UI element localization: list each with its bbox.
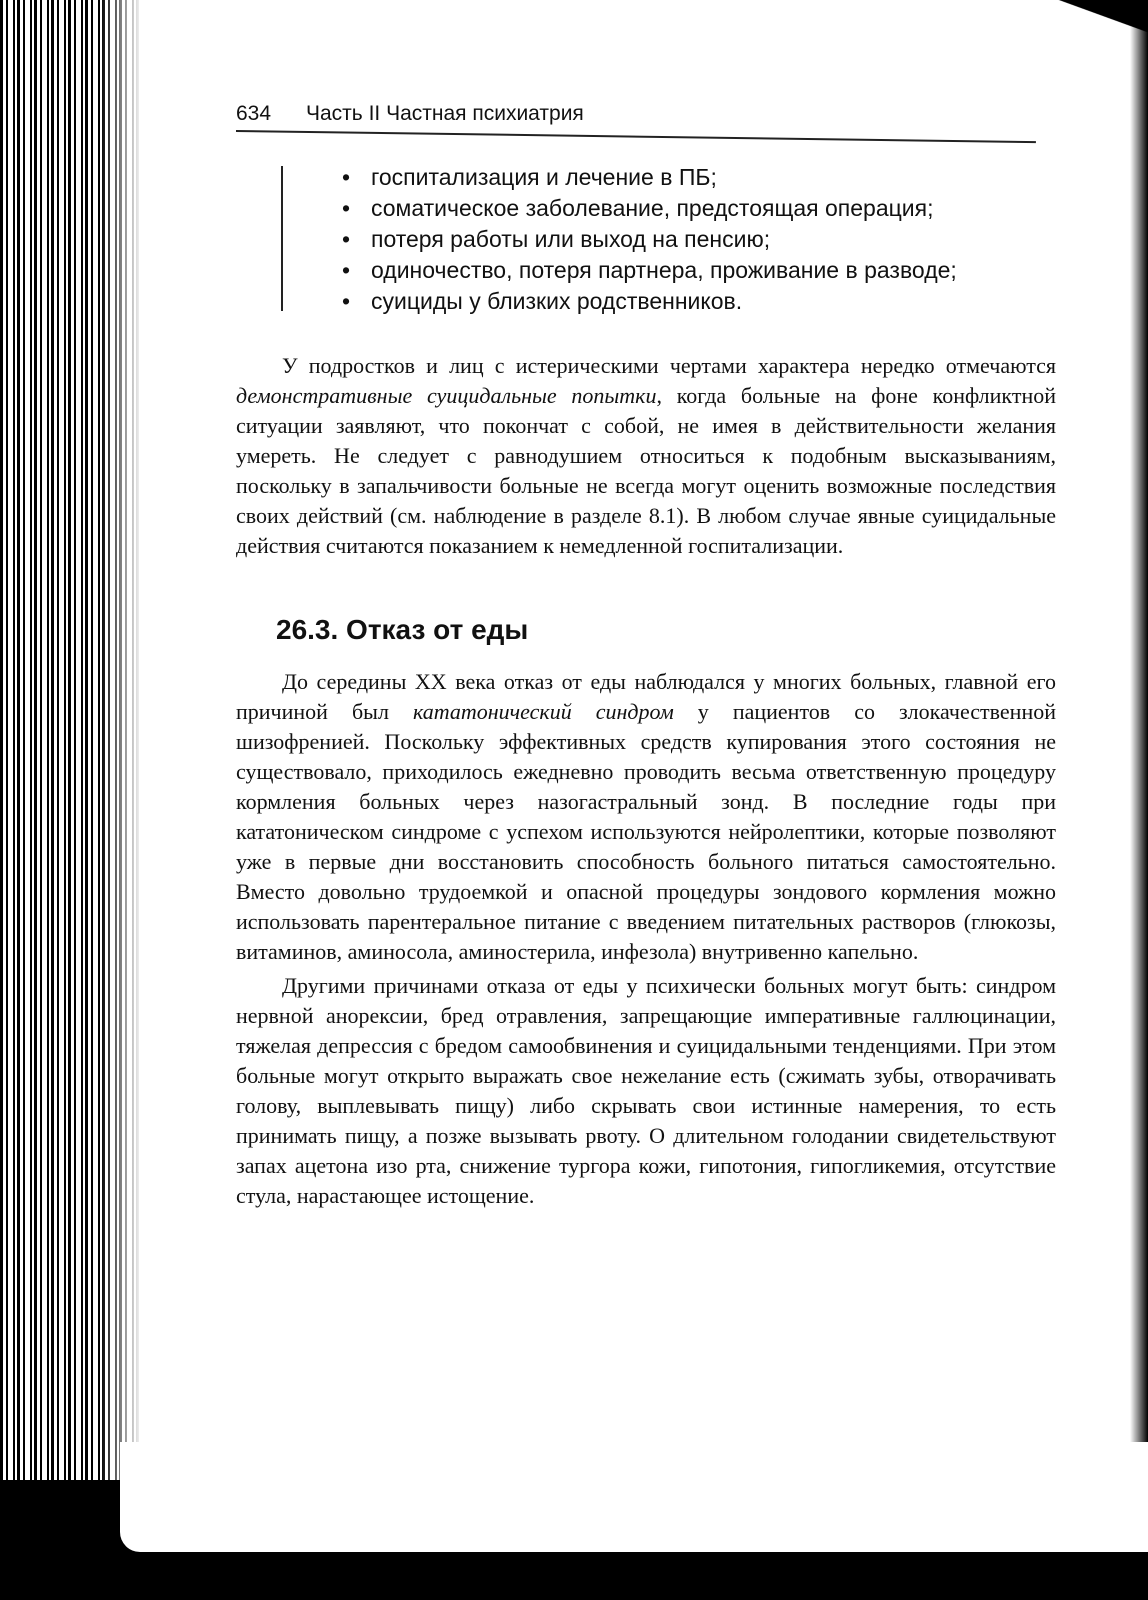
bottom-page-curve <box>120 1442 1148 1552</box>
top-right-shadow <box>1038 0 1148 40</box>
paragraph-text: у пациентов со злокачественной шизофренией. Поскольку эффективных средств купирования этого состояния не существовало, приходилось ежедневно проводить весьма ответственную процедуру кормления больных через назогастральный зонд. В последние годы при кататоническом синдроме с успехом используются нейролептики, которые позволяют уже в первые дни восстановить способность больного питаться самостоятельно. Вместо довольно трудоемкой и опасной процедуры зондового кормления можно использовать парентеральное питание с введением питательных растворов (глюкозы, витаминов, аминосола, аминостерила, инфезола) внутривенно капельно. <box>236 699 1057 964</box>
paragraph-other-causes: Другими причинами отказа от еды у психически больных могут быть: синдром нервной анорексии, бред отравления, запрещающие императивные галлюцинации, тяжелая депрессия с бредом самообвинения и суицидальными тенденциями. При этом больные могут открыто выражать свое нежелание есть (сжимать зубы, отворачивать голову, выплевывать пищу) либо скрывать свои истинные намерения, то есть принимать пищу, а позже вызывать рвоту. О длительном голодании свидетельствуют запах ацетона изо рта, снижение тургора кожи, гипотония, гипогликемия, отсутствие стула, нарастающее истощение. <box>236 973 1056 1208</box>
paragraph-demonstrative-attempts <box>236 351 1056 561</box>
list-item-text: потеря работы или выход на пенсию; <box>371 226 771 252</box>
paragraph-text: До середины XX века отказ от еды наблюдался у многих больных, главной его причиной был <box>236 669 1056 724</box>
bullet-list <box>236 162 1056 317</box>
page-number: 634 <box>236 102 272 125</box>
list-item-text: соматическое заболевание, предстоящая операция; <box>371 195 934 221</box>
list-item <box>236 224 1056 255</box>
list-item-text: одиночество, потеря партнера, проживание в разводе; <box>371 257 957 283</box>
running-title: Часть II Частная психиатрия <box>306 102 584 125</box>
paragraph-text: У подростков и лиц с истерическими чертами характера нередко отмечаются <box>282 353 1056 378</box>
page-edge-fade <box>100 0 142 1600</box>
paragraph-text: , когда больные на фоне конфликтной ситуации заявляют, что покончат с собой, не имея в действительности желания умереть. Не следует с равнодушием относиться к подобным высказываниям, поскольку в запальчивости больные не всегда могут оценить возможные последствия своих действий (см. наблюдение в разделе 8.1). В любом случае явные суицидальные действия считаются показанием к немедленной госпитализации. <box>236 383 1056 558</box>
section-heading: 26.3. Отказ от еды <box>276 614 529 645</box>
bullet-icon: • <box>342 288 351 314</box>
bullet-icon: • <box>342 164 351 190</box>
list-item <box>236 286 1056 317</box>
bullet-icon: • <box>342 257 351 283</box>
page-content <box>236 96 1056 1211</box>
bullet-icon: • <box>342 226 351 252</box>
list-item <box>236 193 1056 224</box>
list-item-text: суициды у близких родственников. <box>371 288 743 314</box>
list-item <box>236 162 1056 193</box>
list-item <box>236 255 1056 286</box>
header-rule <box>236 130 1036 143</box>
emphasis-text: кататонический синдром <box>412 699 674 724</box>
emphasis-text: демонстративные суицидальные попытки <box>236 383 657 408</box>
right-page-edge <box>1118 0 1148 1600</box>
list-item-text: госпитализация и лечение в ПБ; <box>371 164 717 190</box>
bullet-icon: • <box>342 195 351 221</box>
paragraph-food-refusal-history <box>236 667 1056 967</box>
running-head <box>236 96 1056 132</box>
